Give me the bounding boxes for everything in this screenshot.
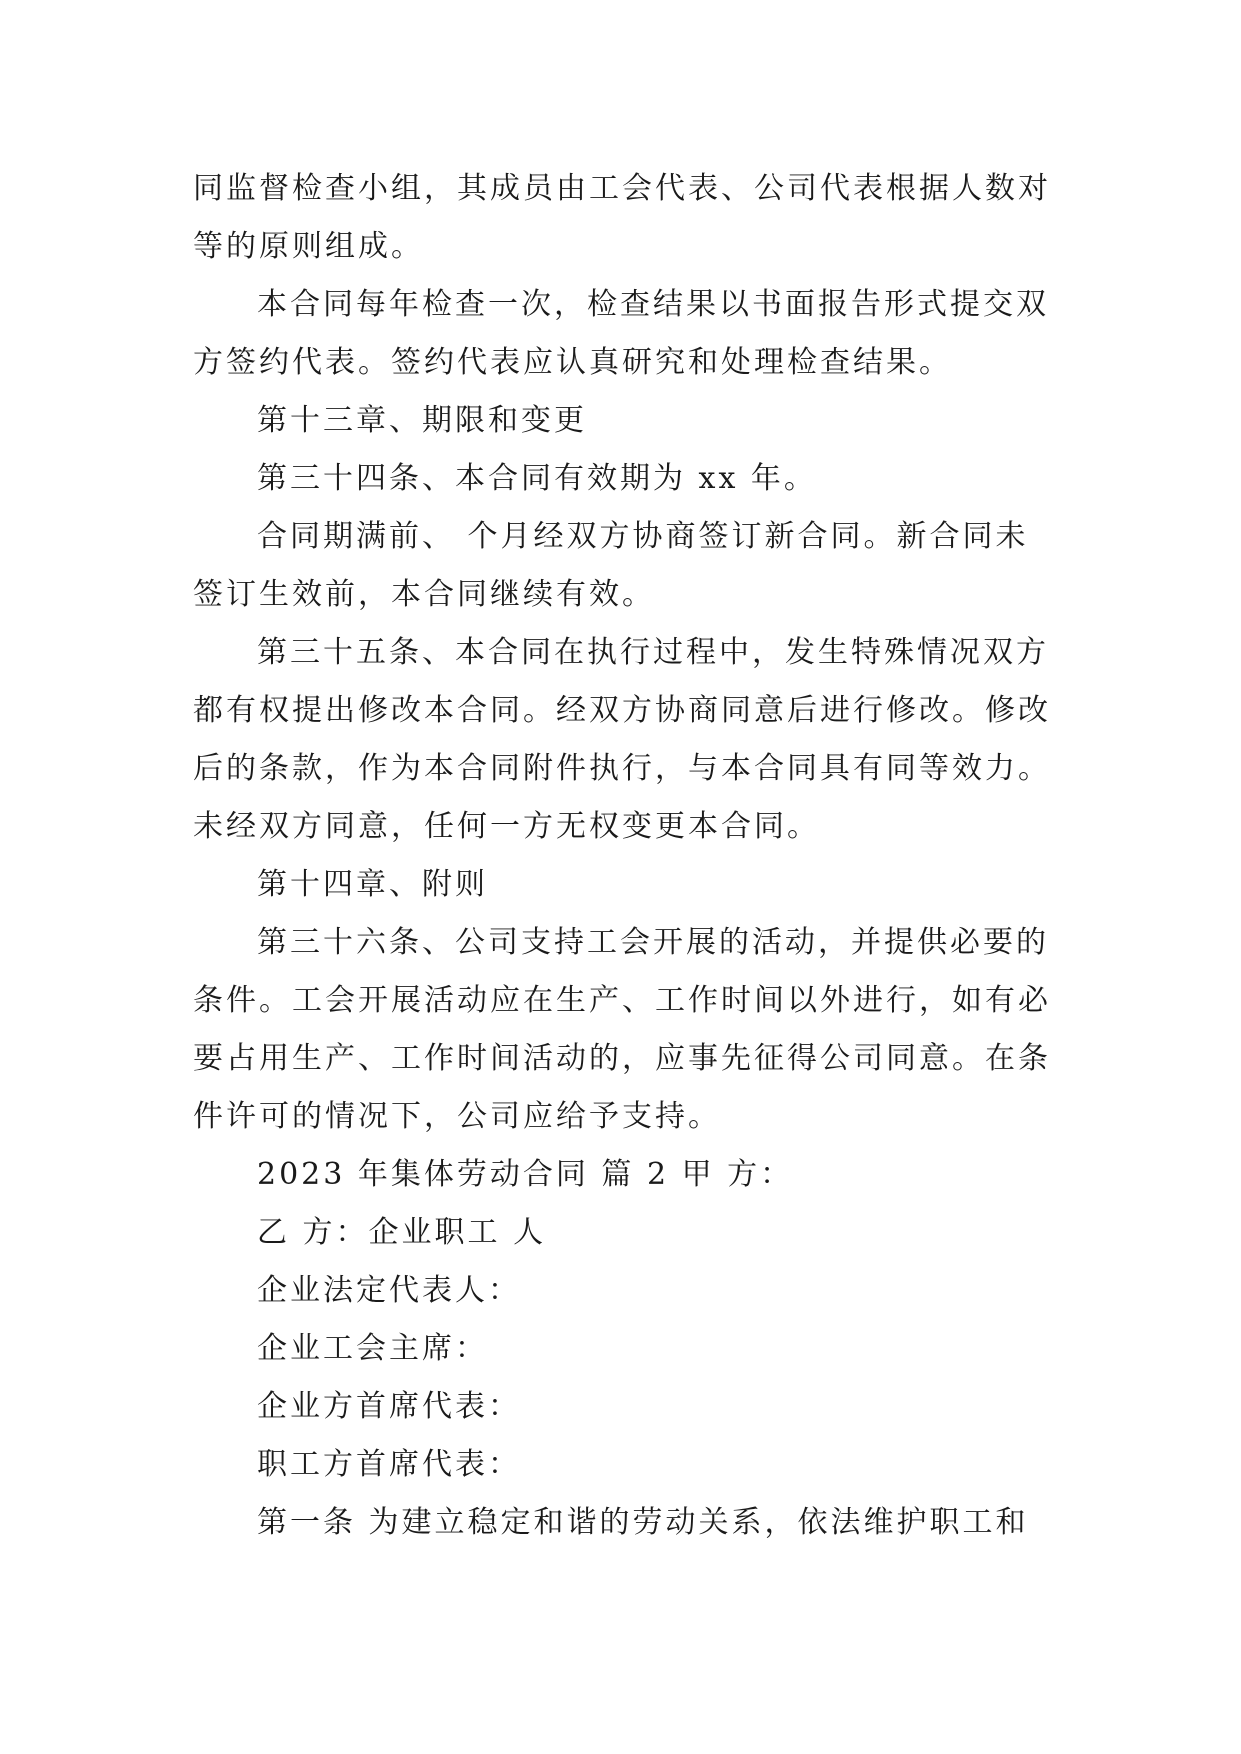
text-line: 都有权提出修改本合同。经双方协商同意后进行修改。修改 xyxy=(193,693,1051,728)
text-line: 第十四章、附则 xyxy=(257,867,488,902)
text-line: 同监督检查小组，其成员由工会代表、公司代表根据人数对 xyxy=(193,171,1051,206)
text-line: 要占用生产、工作时间活动的，应事先征得公司同意。在条 xyxy=(193,1041,1051,1076)
text-line: 件许可的情况下，公司应给予支持。 xyxy=(193,1099,721,1134)
text-line: 企业工会主席： xyxy=(257,1331,488,1366)
text-line: 合同期满前、 个月经双方协商签订新合同。新合同未 xyxy=(257,519,1029,554)
text-line: 未经双方同意，任何一方无权变更本合同。 xyxy=(193,809,820,844)
document-body xyxy=(193,160,1073,1552)
text-line: 等的原则组成。 xyxy=(193,229,424,264)
text-line: 第一条 为建立稳定和谐的劳动关系，依法维护职工和 xyxy=(257,1505,1029,1540)
text-line: 方签约代表。签约代表应认真研究和处理检查结果。 xyxy=(193,345,952,380)
text-line: 职工方首席代表： xyxy=(257,1447,521,1482)
text-line: 第十三章、期限和变更 xyxy=(257,403,587,438)
text-line: 签订生效前，本合同继续有效。 xyxy=(193,577,655,612)
text-line: 企业方首席代表： xyxy=(257,1389,521,1424)
text-line: 第三十六条、公司支持工会开展的活动，并提供必要的 xyxy=(257,925,1049,960)
text-line: 本合同每年检查一次，检查结果以书面报告形式提交双 xyxy=(257,287,1049,322)
text-line: 第三十四条、本合同有效期为 xx 年。 xyxy=(257,461,817,496)
text-line: 企业法定代表人： xyxy=(257,1273,521,1308)
text-line: 2023 年集体劳动合同 篇 2 甲 方： xyxy=(257,1157,794,1192)
text-line: 条件。工会开展活动应在生产、工作时间以外进行，如有必 xyxy=(193,983,1051,1018)
text-line: 第三十五条、本合同在执行过程中，发生特殊情况双方 xyxy=(257,635,1049,670)
text-line: 乙 方：企业职工 人 xyxy=(257,1215,547,1250)
text-line: 后的条款，作为本合同附件执行，与本合同具有同等效力。 xyxy=(193,751,1051,786)
